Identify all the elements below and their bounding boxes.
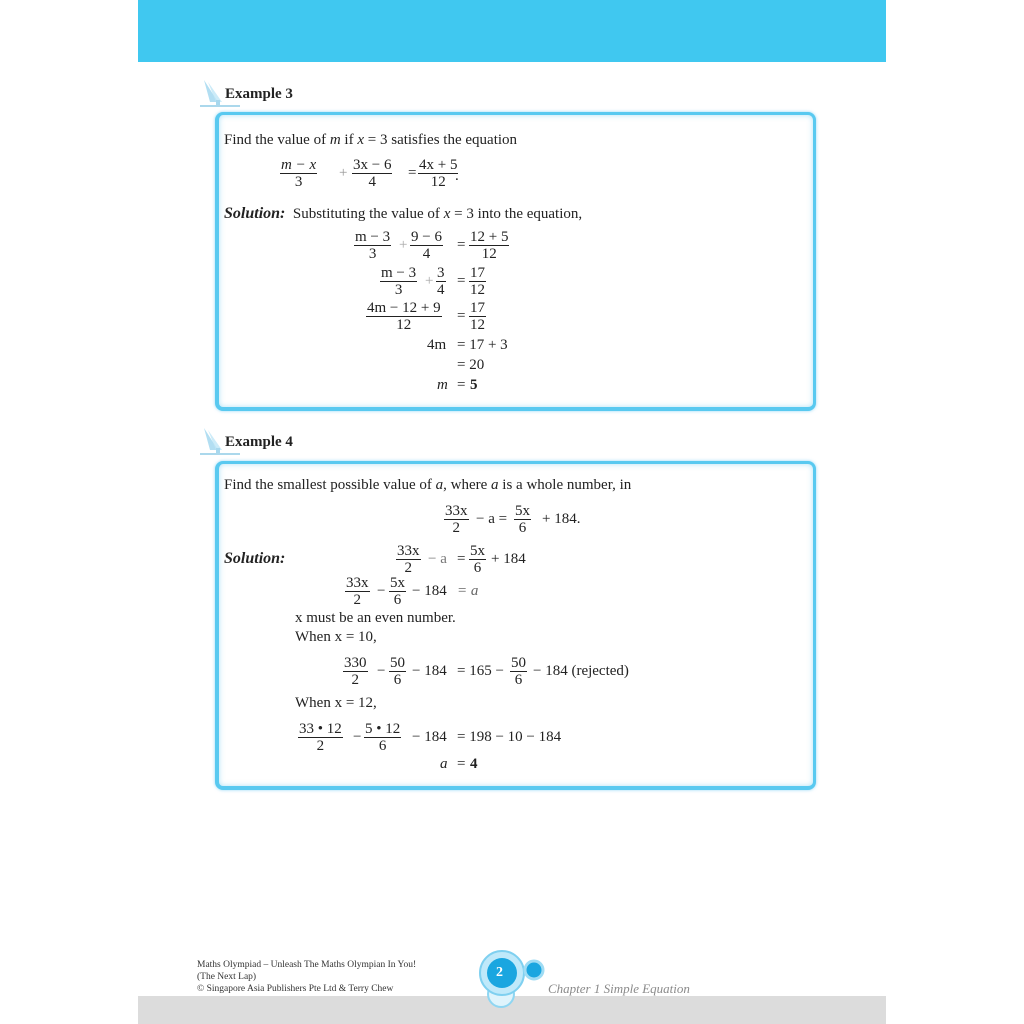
footer-book-title: Maths Olympiad – Unleash The Maths Olympian In You! [197, 960, 417, 970]
example-4-title: Example 4 [225, 434, 293, 450]
step1-frac-3: $\frac{12 + 5}{12}$ [470, 229, 509, 262]
when-x-10: When x = 10, [295, 629, 377, 645]
eq4-frac-2: $\frac{5x}{6}$ [515, 503, 530, 536]
s4-mid: − 184 [412, 729, 447, 745]
step5-right: = 20 [457, 357, 485, 373]
step4-left: 4m [427, 337, 447, 353]
s4-op: − [353, 729, 362, 745]
eq3-frac-2: $\frac{3x - 6}{4}$ [353, 157, 392, 190]
example-4-solution-label: Solution: [224, 550, 286, 567]
when-x-12: When x = 12, [295, 695, 377, 711]
eq3-frac-1: $\frac{m - x}{3}$ [281, 157, 317, 190]
step2-eq: = [457, 273, 466, 289]
s3-frac-3: $\frac{50}{6}$ [511, 655, 526, 688]
example-3-title: Example 3 [225, 86, 293, 102]
final-left: a [440, 756, 448, 772]
example-3-solution-line: Solution: Substituting the value of x = 3 into the equation, [224, 205, 583, 222]
s2-frac-2: $\frac{5x}{6}$ [390, 575, 405, 608]
eq4-end: + 184. [542, 511, 581, 527]
page-number: 2 [496, 965, 503, 980]
step2-frac-2: $\frac{3}{4}$ [437, 265, 445, 298]
example-4-question: Find the smallest possible value of a, where a is a whole number, in [224, 477, 632, 493]
final-eq: = [457, 756, 466, 772]
s2-eq: = a [457, 583, 479, 599]
step3-frac-2: $\frac{17}{12}$ [470, 300, 485, 333]
s3-op: − [377, 663, 386, 679]
chapter-title: Chapter 1 Simple Equation [548, 981, 690, 996]
s3-frac-2: $\frac{50}{6}$ [390, 655, 405, 688]
step2-frac-1: $\frac{m - 3}{3}$ [381, 265, 417, 298]
example-4-answer: 4 [470, 756, 478, 772]
s4-frac-1: $\frac{33 • 12}{2}$ [299, 721, 342, 754]
s1-frac-1: $\frac{33x}{2}$ [397, 543, 420, 576]
eq4-mid: − a = [476, 511, 508, 527]
footer-subtitle: (The Next Lap) [197, 972, 257, 982]
step4-right: = 17 + 3 [457, 337, 508, 353]
example-3-question: Find the value of m if x = 3 satisfies the equation [224, 132, 518, 148]
s4-eq: = 198 − 10 − 184 [457, 729, 562, 745]
step6-eq: = [457, 377, 466, 393]
s3-mid: − 184 [412, 663, 447, 679]
s1-mid: − a [428, 551, 447, 567]
s1-frac-2: $\frac{5x}{6}$ [470, 543, 485, 576]
eq3-frac-3: $\frac{4x + 5}{12}$ [419, 157, 458, 190]
step3-eq: = [457, 308, 466, 324]
s2-end: − 184 [412, 583, 447, 599]
s3-eq: = 165 − [457, 663, 504, 679]
s1-eq: = [457, 551, 466, 567]
s4-frac-2: $\frac{5 • 12}{6}$ [365, 721, 401, 754]
step6-left: m [437, 377, 448, 393]
even-note: x must be an even number. [295, 610, 456, 626]
header-bar [138, 0, 886, 62]
eq3-eq: = [408, 165, 417, 181]
page-number-badge [474, 946, 554, 1016]
step2-op: + [425, 273, 434, 289]
s2-frac-1: $\frac{33x}{2}$ [346, 575, 369, 608]
step1-eq: = [457, 237, 466, 253]
step3-frac-1: $\frac{4m - 12 + 9}{12}$ [367, 300, 441, 333]
s2-op: − [377, 583, 386, 599]
footer-copyright: © Singapore Asia Publishers Pte Ltd & Terry Chew [197, 984, 394, 994]
s3-frac-1: $\frac{330}{2}$ [344, 655, 367, 688]
step1-frac-2: $\frac{9 - 6}{4}$ [411, 229, 442, 262]
s1-end: + 184 [491, 551, 526, 567]
eq3-period: . [455, 168, 459, 184]
example-3-answer: 5 [470, 377, 478, 393]
eq3-op: + [339, 165, 348, 181]
step1-frac-1: $\frac{m - 3}{3}$ [355, 229, 391, 262]
step2-frac-3: $\frac{17}{12}$ [470, 265, 485, 298]
step1-op: + [399, 237, 408, 253]
eq4-frac-1: $\frac{33x}{2}$ [445, 503, 468, 536]
s3-end: − 184 (rejected) [533, 663, 629, 679]
